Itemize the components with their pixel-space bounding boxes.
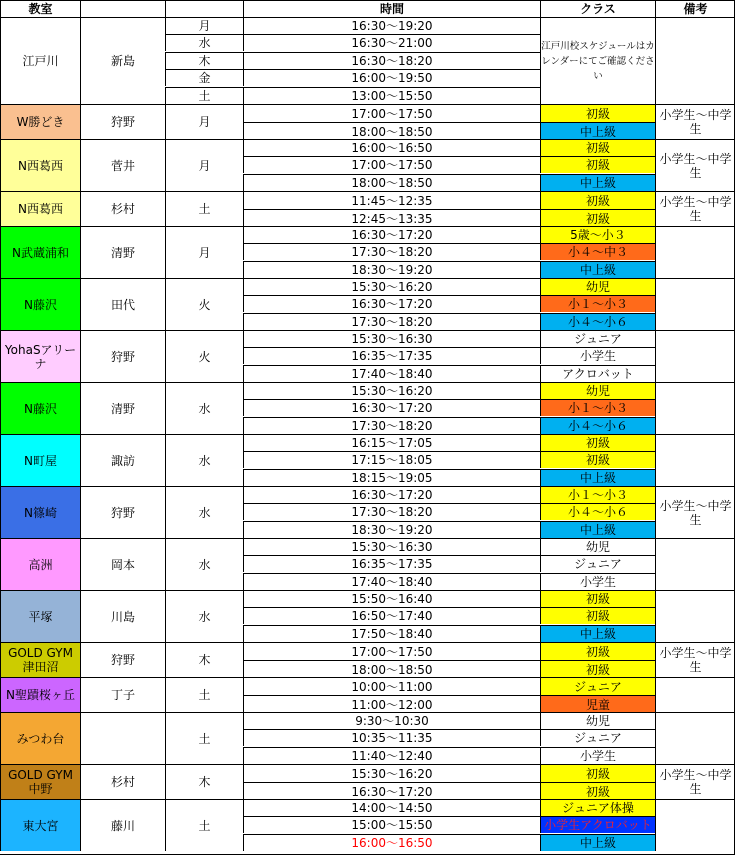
time-cell: 17:30～18:20 [243,313,540,330]
teacher-cell: 清野 [80,226,165,278]
time-cell: 16:30～21:00 [243,34,540,51]
teacher-cell: 狩野 [80,104,165,139]
class-cell: 初級 [540,209,655,227]
class-cell: 初級 [540,782,655,800]
notes-cell: 小学生～中学生 [655,191,735,226]
day-cell: 火 [165,278,243,330]
class-cell: 小学生 [540,573,655,590]
header-class: クラス [540,0,655,17]
notes-cell [655,278,735,330]
class-cell: 中上級 [540,122,655,140]
time-cell: 16:30～17:20 [243,399,540,416]
notes-cell: 小学生～中学生 [655,642,735,677]
class-cell: 小学生 [540,347,655,364]
time-cell: 16:00～19:50 [243,69,540,86]
location-cell: GOLD GYM中野 [0,764,80,799]
notes-cell [655,434,735,486]
day-cell: 月 [165,104,243,139]
class-cell: 5歳～小３ [540,226,655,243]
location-cell: N西葛西 [0,191,80,226]
location-cell: みつわ台 [0,712,80,764]
class-cell: 初級 [540,642,655,660]
teacher-cell [80,712,165,764]
time-cell: 17:50～18:40 [243,625,540,642]
teacher-cell: 丁子 [80,677,165,712]
time-cell: 16:00～16:50 [243,139,540,156]
time-cell: 13:00～15:50 [243,87,540,104]
day-cell: 土 [165,799,243,851]
time-cell: 17:30～18:20 [243,503,540,520]
teacher-cell: 狩野 [80,642,165,677]
day-cell: 月 [165,226,243,278]
day-cell: 木 [165,764,243,799]
day-cell: 土 [165,677,243,712]
time-cell: 17:30～18:20 [243,243,540,260]
class-cell: 初級 [540,191,655,209]
time-cell: 18:15～19:05 [243,469,540,486]
location-cell: N藤沢 [0,278,80,330]
day-cell: 土 [165,191,243,226]
time-cell: 15:30～16:20 [243,382,540,399]
notes-cell [655,330,735,382]
notes-cell [655,590,735,642]
notes-cell [655,226,735,278]
notes-cell [655,17,735,104]
time-cell: 16:30～17:20 [243,782,540,800]
notes-cell: 小学生～中学生 [655,486,735,538]
class-cell: 初級 [540,451,655,468]
class-cell: 幼児 [540,382,655,399]
class-note-cell: 江戸川校スケジュールはカレンダーにてご確認ください [540,17,655,104]
class-cell: ジュニア [540,330,655,347]
header-time: 時間 [243,0,540,17]
time-cell: 18:30～19:20 [243,521,540,538]
class-cell: 初級 [540,660,655,678]
time-cell: 16:30～17:20 [243,486,540,503]
notes-cell [655,382,735,434]
teacher-cell: 田代 [80,278,165,330]
class-cell: 小学生 [540,747,655,764]
time-cell: 16:30～17:20 [243,226,540,243]
time-cell: 18:00～18:50 [243,660,540,678]
class-cell: 小１～小３ [540,486,655,503]
time-cell: 16:30～18:20 [243,52,540,69]
time-cell: 17:00～17:50 [243,104,540,122]
class-cell: 初級 [540,607,655,624]
notes-cell: 小学生～中学生 [655,764,735,799]
class-cell: 小４～小６ [540,503,655,520]
time-cell: 10:00～11:00 [243,677,540,695]
class-cell: 初級 [540,764,655,782]
day-cell: 土 [165,87,243,104]
time-cell: 17:40～18:40 [243,365,540,382]
class-cell: 幼児 [540,538,655,555]
time-cell: 15:30～16:30 [243,330,540,347]
time-cell: 18:00～18:50 [243,122,540,140]
day-cell: 水 [165,434,243,486]
class-cell: アクロバット [540,365,655,382]
location-cell: N篠崎 [0,486,80,538]
time-cell: 17:15～18:05 [243,451,540,468]
location-cell: YohaSアリーナ [0,330,80,382]
time-cell: 17:40～18:40 [243,573,540,590]
time-cell: 16:30～17:20 [243,295,540,312]
header-teacher [80,0,165,17]
location-cell: N聖蹟桜ヶ丘 [0,677,80,712]
class-cell: ジュニア体操 [540,799,655,816]
time-cell: 15:30～16:20 [243,278,540,295]
time-cell: 11:45～12:35 [243,191,540,209]
day-cell: 水 [165,382,243,434]
class-cell: ジュニア [540,555,655,572]
teacher-cell: 狩野 [80,486,165,538]
location-cell: 平塚 [0,590,80,642]
teacher-cell: 清野 [80,382,165,434]
class-cell: 初級 [540,590,655,607]
class-cell: 初級 [540,434,655,451]
class-cell: 児童 [540,695,655,713]
class-cell: 小４～小６ [540,417,655,434]
location-cell: 東大宮 [0,799,80,851]
location-cell: N町屋 [0,434,80,486]
location-cell: GOLD GYM津田沼 [0,642,80,677]
notes-cell [655,712,735,764]
class-cell: 小４～中３ [540,243,655,260]
teacher-cell: 菅井 [80,139,165,191]
time-cell: 15:30～16:20 [243,764,540,782]
notes-cell [655,677,735,712]
class-cell: 初級 [540,156,655,173]
day-cell: 土 [165,712,243,764]
time-cell: 16:00～16:50 [243,834,540,851]
day-cell: 金 [165,69,243,86]
time-cell: 9:30～10:30 [243,712,540,729]
time-cell: 17:00～17:50 [243,156,540,173]
class-cell: 中上級 [540,521,655,538]
teacher-cell: 杉村 [80,191,165,226]
notes-cell: 小学生～中学生 [655,139,735,191]
day-cell: 木 [165,52,243,69]
time-cell: 16:35～17:35 [243,555,540,572]
class-cell: 中上級 [540,174,655,191]
class-cell: 中上級 [540,469,655,486]
time-cell: 16:35～17:35 [243,347,540,364]
teacher-cell: 杉村 [80,764,165,799]
teacher-cell: 川島 [80,590,165,642]
time-cell: 15:00～15:50 [243,816,540,833]
time-cell: 15:50～16:40 [243,590,540,607]
class-cell: 中上級 [540,625,655,642]
location-cell: N西葛西 [0,139,80,191]
class-cell: 初級 [540,139,655,156]
class-cell: 幼児 [540,278,655,295]
header-classroom: 教室 [0,0,80,17]
class-cell: 中上級 [540,834,655,851]
location-cell: N藤沢 [0,382,80,434]
location-cell: W勝どき [0,104,80,139]
location-cell: 江戸川 [0,17,80,104]
day-cell: 木 [165,642,243,677]
time-cell: 12:45～13:35 [243,209,540,227]
day-cell: 水 [165,538,243,590]
teacher-cell: 岡本 [80,538,165,590]
teacher-cell: 諏訪 [80,434,165,486]
time-cell: 17:00～17:50 [243,642,540,660]
header-notes: 備考 [655,0,735,17]
teacher-cell: 藤川 [80,799,165,851]
time-cell: 16:50～17:40 [243,607,540,624]
class-cell: 小学生アクロバット [540,816,655,833]
location-cell: 高洲 [0,538,80,590]
time-cell: 10:35～11:35 [243,729,540,746]
day-cell: 火 [165,330,243,382]
class-cell: 小１～小３ [540,295,655,312]
time-cell: 11:00～12:00 [243,695,540,713]
time-cell: 16:30～19:20 [243,17,540,34]
teacher-cell: 新島 [80,17,165,104]
time-cell: 11:40～12:40 [243,747,540,764]
day-cell: 水 [165,34,243,51]
class-cell: 幼児 [540,712,655,729]
class-cell: 中上級 [540,261,655,278]
time-cell: 15:30～16:30 [243,538,540,555]
time-cell: 18:00～18:50 [243,174,540,191]
time-cell: 16:15～17:05 [243,434,540,451]
class-cell: 小４～小６ [540,313,655,330]
day-cell: 月 [165,139,243,191]
time-cell: 17:30～18:20 [243,417,540,434]
day-cell: 水 [165,590,243,642]
notes-cell: 小学生～中学生 [655,104,735,139]
notes-cell [655,538,735,590]
time-cell: 18:30～19:20 [243,261,540,278]
time-cell: 14:00～14:50 [243,799,540,816]
notes-cell [655,799,735,851]
location-cell: N武蔵浦和 [0,226,80,278]
class-cell: 小１～小３ [540,399,655,416]
day-cell: 水 [165,486,243,538]
teacher-cell: 狩野 [80,330,165,382]
class-cell: 初級 [540,104,655,122]
day-cell: 月 [165,17,243,34]
class-cell: ジュニア [540,729,655,746]
header-day [165,0,243,17]
class-cell: ジュニア [540,677,655,695]
